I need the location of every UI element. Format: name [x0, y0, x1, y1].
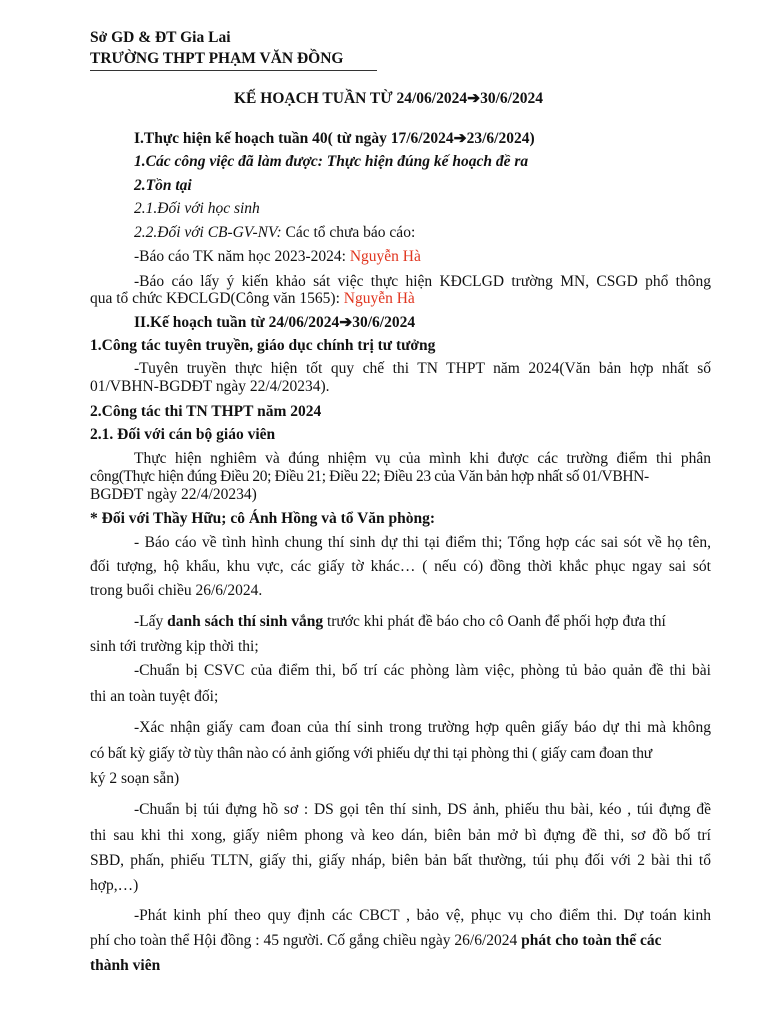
p3-line1: -Chuẩn bị CSVC của điểm thi, bố trí các phòng làm việc, phòng tủ bảo quản đề thi bài: [134, 662, 711, 679]
sec1-heading: I.Thực hiện kế hoạch tuần 40( từ ngày 17/6/2024➔23/6/2024): [134, 130, 535, 147]
p2-text-c: trước khi phát đề báo cho cô Oanh để phối hợp đưa thí: [323, 613, 666, 630]
teachers-line1: Thực hiện nghiêm và đúng nhiệm vụ của mình khi được các trường điểm thi phân: [134, 450, 711, 467]
dept-name: Sở GD & ĐT Gia Lai: [90, 29, 231, 46]
sec2-heading: II.Kế hoạch tuần từ 24/06/2024➔30/6/2024: [134, 314, 416, 331]
p6-text-a: phí cho toàn thể Hội đồng : 45 người. Cố gắng chiều ngày 26/6/2024: [90, 932, 522, 949]
staff-text: Các tổ chưa báo cáo:: [281, 224, 416, 241]
report2-line2: [90, 289, 415, 309]
report2-text: qua tổ chức KĐCLGD(Công văn 1565):: [90, 290, 344, 307]
p5-line2: thi sau khi thi xong, giấy niêm phong và keo dán, biên bản mở bì đựng đề thi, sơ đồ bố trí: [90, 827, 711, 844]
sec1-students: 2.1.Đối với học sinh: [134, 200, 260, 217]
p5-line1: -Chuẩn bị túi đựng hồ sơ : DS gọi tên thí sinh, DS ảnh, phiếu thu bài, kéo , túi đựng đề: [134, 801, 711, 818]
office-heading: * Đối với Thầy Hữu; cô Ánh Hồng và tổ Văn phòng:: [90, 510, 436, 527]
teachers-line2: công(Thực hiện đúng Điều 20; Điều 21; Điều 22; Điều 23 của Văn bản hợp nhất số 01/VBHN-: [90, 468, 649, 485]
p4-line1: -Xác nhận giấy cam đoan của thí sinh trong trường hợp quên giấy báo dự thi mà không: [134, 719, 711, 736]
school-name: TRƯỜNG THPT PHẠM VĂN ĐỒNG: [90, 50, 344, 67]
propaganda-heading: 1.Công tác tuyên truyền, giáo dục chính trị tư tưởng: [90, 337, 436, 354]
p2-text-bold: danh sách thí sinh vắng: [167, 613, 324, 630]
staff-label: 2.2.Đối với CB-GV-NV:: [134, 224, 282, 241]
p6-line1: -Phát kinh phí theo quy định các CBCT , bảo vệ, phục vụ cho điểm thi. Dự toán kinh: [134, 907, 711, 924]
p6-text-bold: phát cho toàn thể các: [521, 932, 662, 949]
teachers-heading: 2.1. Đối với cán bộ giáo viên: [90, 426, 276, 443]
p6-line3: thành viên: [90, 957, 161, 974]
exam-heading: 2.Công tác thi TN THPT năm 2024: [90, 403, 322, 420]
p1-line2: đối tượng, hộ khẩu, khu vực, các giấy tờ khác… ( nếu có) đồng thời khắc phục ngay sai sót: [90, 558, 711, 575]
report1-name: Nguyễn Hà: [349, 248, 421, 265]
report1-text: -Báo cáo TK năm học 2023-2024:: [134, 248, 350, 265]
p6-line2: [90, 931, 662, 951]
report2-name: Nguyễn Hà: [343, 290, 415, 307]
header-underline: [90, 70, 377, 71]
p4-line3: ký 2 soạn sẵn): [90, 770, 180, 787]
p1-line3: trong buổi chiều 26/6/2024.: [90, 582, 263, 599]
p1-line1: - Báo cáo về tình hình chung thí sinh dự thi tại điểm thi; Tổng hợp các sai sót về họ tên,: [134, 534, 711, 551]
sec1-done: 1.Các công việc đã làm được: Thực hiện đúng kế hoạch đề ra: [134, 153, 529, 170]
sec1-staff: [134, 223, 415, 243]
propaganda-line1: -Tuyên truyền thực hiện tốt quy chế thi TN THPT năm 2024(Văn bản hợp nhất số: [134, 360, 711, 377]
p2-line1: [134, 612, 666, 632]
p2-text-a: -Lấy: [134, 613, 168, 630]
propaganda-line2: 01/VBHN-BGDĐT ngày 22/4/20234).: [90, 378, 330, 395]
report2-line1: -Báo cáo lấy ý kiến khảo sát việc thực hiện KĐCLGD trường MN, CSGD phổ thông: [134, 273, 711, 290]
p2-line2: sinh tới trường kịp thời thi;: [90, 638, 259, 655]
teachers-line3: BGDĐT ngày 22/4/20234): [90, 486, 257, 503]
p5-line3: SBD, phấn, phiếu TLTN, giấy thi, giấy nháp, biên bản bất thường, túi phụ đối với 2 bài thi tổ: [90, 852, 711, 869]
sec1-exist: 2.Tồn tại: [134, 177, 192, 194]
p3-line2: thi an toàn tuyệt đối;: [90, 688, 219, 705]
p5-line4: hợp,…): [90, 877, 139, 894]
p4-line2: có bất kỳ giấy tờ tùy thân nào có ảnh giống với phiếu dự thi tại phòng thi ( giấy cam đoan thư: [90, 745, 652, 762]
report1: [134, 247, 421, 267]
page-title: KẾ HOẠCH TUẦN TỪ 24/06/2024➔30/6/2024: [234, 90, 543, 107]
